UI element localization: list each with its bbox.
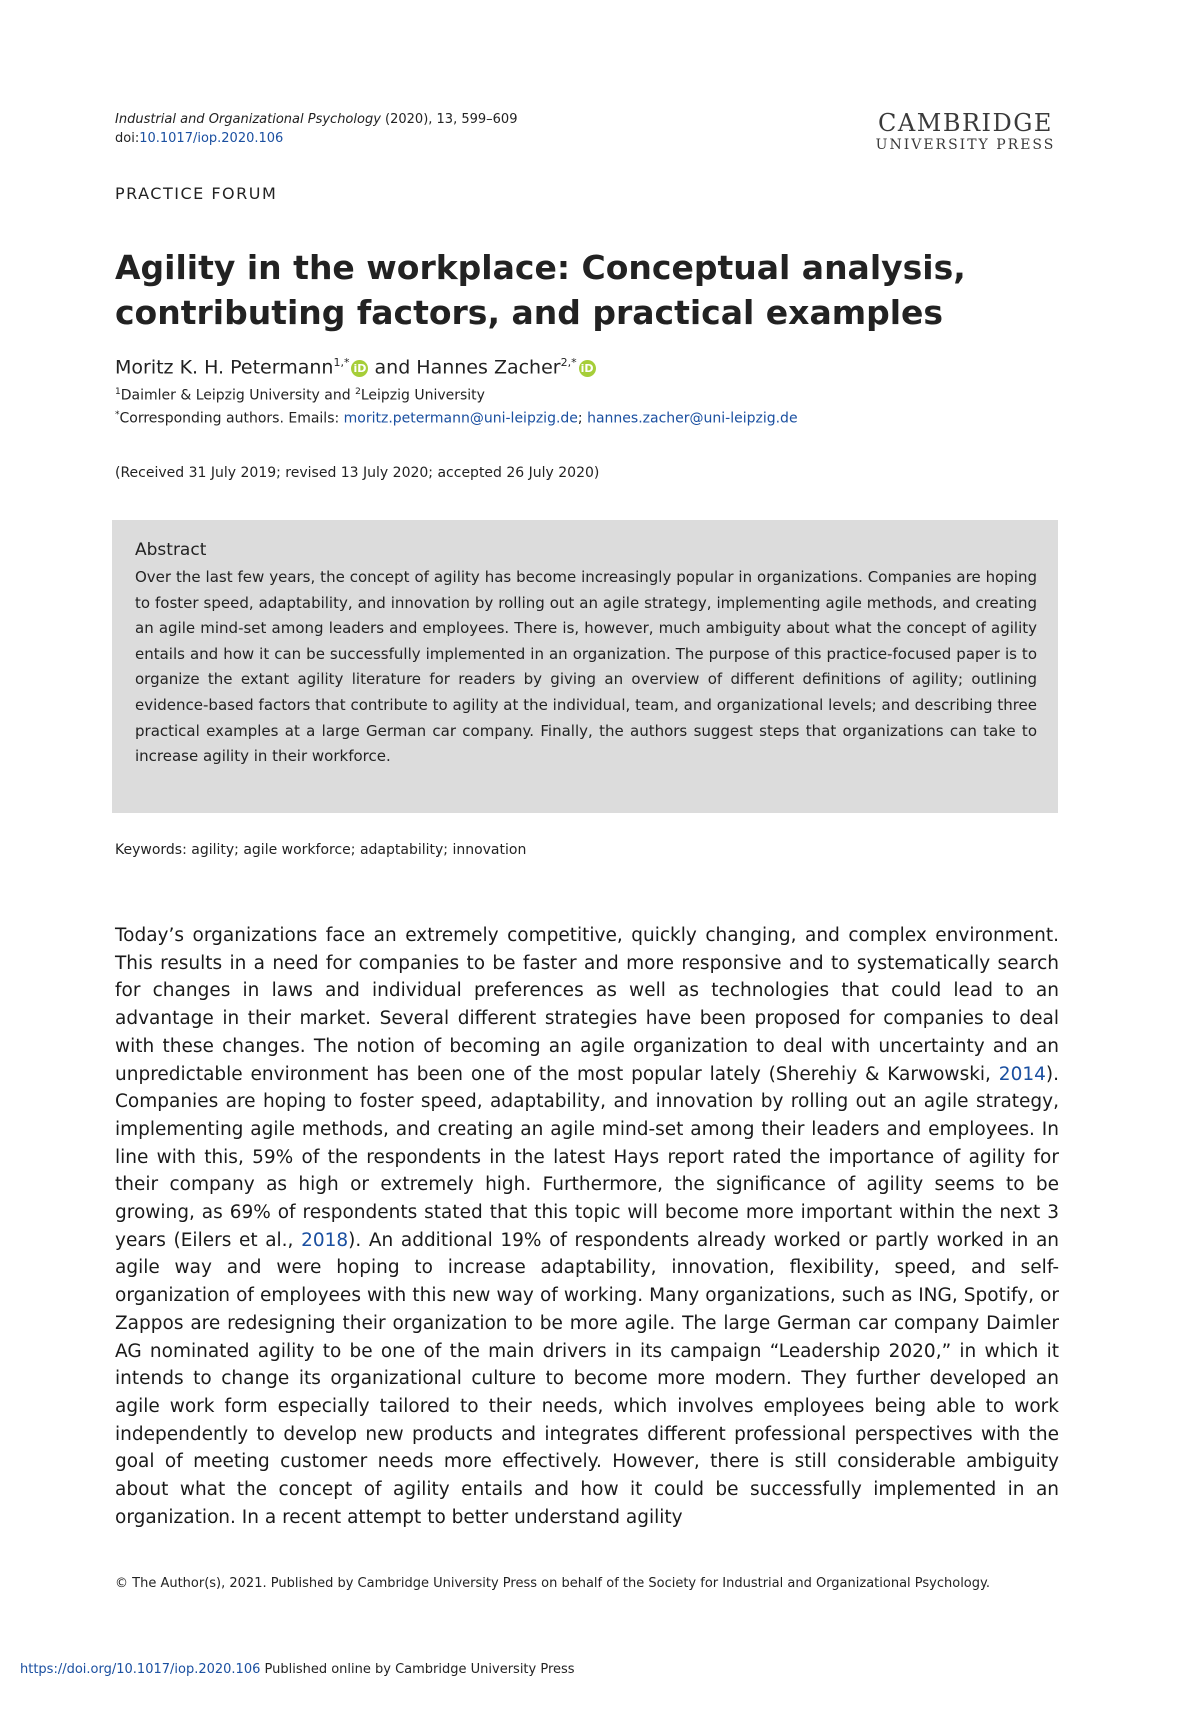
abstract-text: Over the last few years, the concept of agility has become increasingly popular in organizations. Companies are hoping to foster speed, adaptability, and innovation by rolling out an agile strategy, implementing agile methods, and creating an agile mind-set among leaders and employees. There is, however, much ambiguity about what the concept of agility entails and how it can be successfully implemented in an organization. The purpose of this practice-focused paper is to organize the extant agility literature for readers by giving an overview of different definitions of agility; outlining evidence-based factors that contribute to agility at the individual, team, and organizational levels; and describing three practical examples at a large German car company. Finally, the authors suggest steps that organizations can take to increase agility in their workforce. — [135, 568, 1037, 766]
affiliation-mark: 1 — [115, 387, 121, 397]
publisher-logo — [873, 110, 1058, 154]
author-name: Hannes Zacher — [416, 356, 561, 379]
publisher-logo-name: CAMBRIDGE — [878, 109, 1053, 137]
received-dates: (Received 31 July 2019; revised 13 July 2020; accepted 26 July 2020) — [115, 465, 600, 481]
author-list — [115, 356, 596, 378]
keywords — [115, 842, 526, 858]
keywords-terms: agility; agile workforce; adaptability; innovation — [186, 842, 527, 858]
journal-citation-line — [115, 110, 517, 129]
abstract-heading: Abstract — [135, 540, 207, 560]
journal-header — [115, 110, 517, 148]
keywords-label: Keywords: — [115, 842, 187, 858]
doi-link[interactable]: 10.1017/iop.2020.106 — [139, 131, 284, 146]
section-label: PRACTICE FORUM — [115, 184, 278, 203]
orcid-icon[interactable]: iD — [579, 360, 596, 377]
email-link[interactable]: moritz.petermann@uni-leipzig.de — [343, 410, 578, 427]
email-link[interactable]: hannes.zacher@uni-leipzig.de — [587, 410, 798, 427]
affiliation-org: Daimler & Leipzig University and — [120, 387, 356, 404]
corresponding-authors — [115, 405, 798, 429]
citation-link[interactable]: 2018 — [301, 1229, 349, 1251]
doi-prefix: doi: — [115, 131, 140, 146]
journal-citation: (2020), 13, 599–609 — [385, 112, 518, 127]
paper-title-line-1: Agility in the workplace: Conceptual analysis, — [115, 248, 966, 287]
affiliation-org: Leipzig University — [360, 387, 485, 404]
email-separator: ; — [577, 410, 588, 427]
body-text-segment: ). Companies are hoping to foster speed, adaptability, and innovation by rolling out an agile strategy, implementing agile methods, and creating an agile mind-set among their leaders and employees. In line with this, 59% of the respondents in the latest Hays report rated the importance of agility for their company as high or extremely high. Furthermore, the significance of agility seems to be growing, as 69% of respondents stated that this topic will become more important within the next 3 years (Eilers et al., — [115, 1063, 1059, 1251]
copyright-notice: © The Author(s), 2021. Published by Cambridge University Press on behalf of the Society for Industrial and Organizational Psychology. — [115, 1576, 990, 1591]
author-affiliation-mark: 2,* — [560, 356, 577, 369]
citation-link[interactable]: 2014 — [998, 1063, 1046, 1085]
doi-line — [115, 129, 517, 148]
footer-published-text: Published online by Cambridge University Press — [260, 1662, 575, 1677]
corresponding-label: Corresponding authors. Emails: — [119, 410, 344, 427]
orcid-icon[interactable]: iD — [351, 360, 368, 377]
body-text-segment: ). An additional 19% of respondents already worked or partly worked in an agile way and were hoping to increase adaptability, innovation, flexibility, speed, and self-organization of employees with this new way of working. Many organizations, such as ING, Spotify, or Zappos are redesigning their organization to be more agile. The large German car company Daimler AG nominated agility to be one of the main drivers in its campaign “Leadership 2020,” in which it intends to change its organizational culture to become more modern. They further developed an agile work form especially tailored to their needs, which involves employees being able to work independently to develop new products and integrates different professional perspectives with the goal of meeting customer needs more effectively. However, there is still considerable ambiguity about what the concept of agility entails and how it could be successfully implemented in an organization. In a recent attempt to better understand agility — [115, 1229, 1060, 1528]
corresponding-mark: * — [115, 410, 120, 420]
affiliation-mark: 2 — [355, 387, 361, 397]
footer-doi-link[interactable]: https://doi.org/10.1017/iop.2020.106 — [20, 1662, 261, 1677]
affiliations — [115, 382, 485, 406]
paper-title — [115, 245, 1015, 335]
paper-title-line-2: contributing factors, and practical examples — [115, 293, 944, 332]
page-footer — [20, 1662, 575, 1677]
body-paragraph — [115, 922, 1059, 1531]
publisher-logo-subtitle: UNIVERSITY PRESS — [875, 137, 1056, 153]
author-name: Moritz K. H. Petermann — [115, 356, 334, 379]
author-conjunction: and — [368, 356, 417, 379]
body-text-segment: Today’s organizations face an extremely competitive, quickly changing, and complex environment. This results in a need for companies to be faster and more responsive and to systematically search for changes in laws and individual preferences as well as technologies that could lead to an advantage in their market. Several different strategies have been proposed for companies to deal with these changes. The notion of becoming an agile organization to deal with uncertainty and an unpredictable environment has been one of the most popular lately (Sherehiy & Karwowski, — [115, 925, 1059, 1085]
author-affiliation-mark: 1,* — [333, 356, 350, 369]
journal-name: Industrial and Organizational Psychology — [115, 112, 381, 127]
